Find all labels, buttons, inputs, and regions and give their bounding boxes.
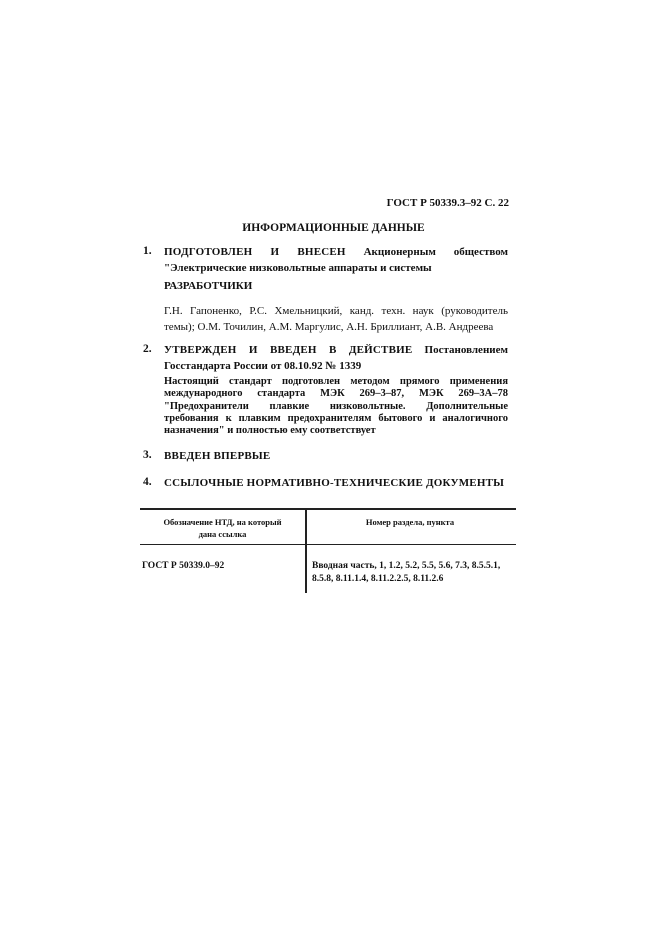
developers-names: Г.Н. Гапоненко, Р.С. Хмельницкий, канд. техн. наук (руководитель темы); О.М. Точилин, А.М. Маргулис, А.Н. Бриллиант, А.В. Андреева (164, 305, 508, 333)
section-number: 2. (143, 343, 152, 355)
section-2 (164, 343, 508, 374)
table-header-section-number: Номер раздела, пункта (365, 517, 455, 527)
table-cell-sections: Вводная часть, 1, 1.2, 5.2, 5.5, 5.6, 7.3, 8.5.5.1, 8.5.8, 8.11.1.4, 8.11.2.2.5, 8.11.2.6 (312, 561, 501, 584)
section-number: 4. (143, 476, 152, 488)
section-3-lead: ВВЕДЕН ВПЕРВЫЕ (164, 450, 271, 462)
table-top-rule (140, 508, 516, 510)
reference-documents-table (140, 508, 516, 593)
section-4-lead: ССЫЛОЧНЫЕ НОРМАТИВНО-ТЕХНИЧЕСКИЕ ДОКУМЕНТЫ (164, 477, 505, 489)
section-text: Постановлением Госстандарта России от 08.10.92 № 1339 (164, 344, 508, 372)
table-cell-designation: ГОСТ Р 50339.0–92 (142, 561, 225, 571)
section-text: Акционерным обществом "Электрические низковольтные аппараты и системы (164, 246, 508, 274)
standard-note: Настоящий стандарт подготовлен методом прямого применения международного стандарта МЭК 269–3–87, МЭК 269–3А–78 "Предохранители плавкие низковольтные. Дополнительные требования к плавким предохранителям бытового и аналогичного назначения" и полностью ему соответствует (164, 376, 508, 437)
section-lead: УТВЕРЖДЕН И ВВЕДЕН В ДЕЙСТВИЕ (164, 344, 413, 356)
table-header-rule (140, 544, 516, 545)
section-lead: ПОДГОТОВЛЕН И ВНЕСЕН (164, 246, 346, 258)
page-title: ИНФОРМАЦИОННЫЕ ДАННЫЕ (242, 222, 425, 234)
table-header-designation: Обозначение НТД, на который дана ссылка (163, 517, 282, 539)
section-number: 1. (143, 245, 152, 257)
section-number: 3. (143, 449, 152, 461)
table-column-divider (305, 508, 307, 593)
document-reference: ГОСТ Р 50339.3–92 С. 22 (386, 197, 509, 209)
developers-heading: РАЗРАБОТЧИКИ (164, 280, 253, 292)
section-1 (164, 245, 508, 276)
